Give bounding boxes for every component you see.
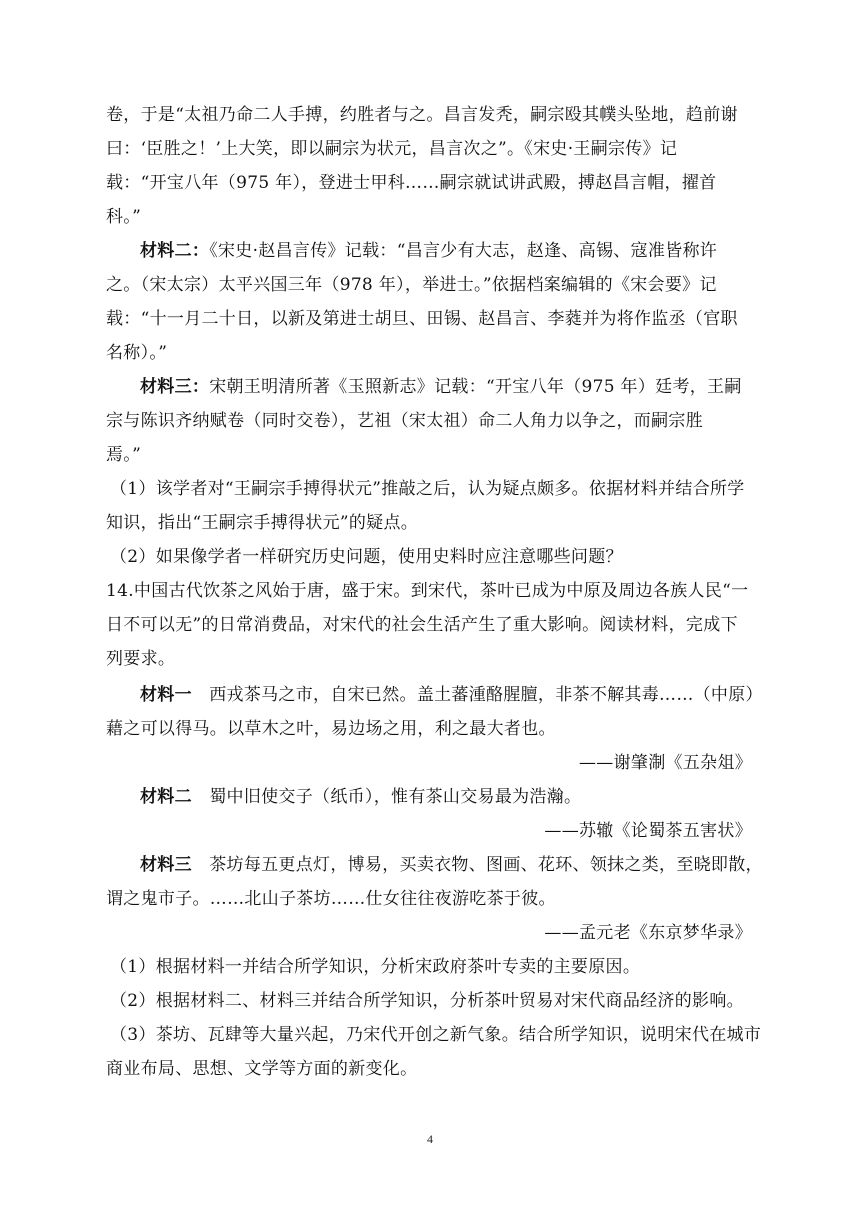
text-line: 茶坊每五更点灯，博易，买卖衣物、图画、花环、领抹之类，至晓即散， [209, 855, 763, 875]
text-line: 列要求。 [106, 649, 176, 669]
text-line: 商业布局、思想、文学等方面的新变化。 [106, 1059, 418, 1079]
text-line: 蜀中旧使交子（纸币），惟有茶山交易最为浩瀚。 [209, 787, 582, 807]
text-line: 西戎茶马之市，自宋已然。盖土蕃湩酪腥膻，非茶不解其毒……（中原） [209, 685, 763, 705]
text-line: 焉。” [106, 445, 142, 465]
text-line: 曰：‘臣胜之！’上大笑，即以嗣宗为状元，昌言次之”。《宋史·王嗣宗传》记 [106, 139, 678, 159]
page-number: 4 [427, 1132, 433, 1146]
material-1-paragraph [140, 684, 763, 706]
text-line: 宋朝王明清所著《玉照新志》记载：“开宝八年（975 年）廷考，王嗣 [209, 377, 742, 397]
source-citation: ——谢肇淛《五杂俎》 [579, 753, 752, 773]
text-line: 科。” [106, 207, 142, 227]
source-citation: ——苏辙《论蜀茶五害状》 [544, 821, 752, 841]
question-14-line: 14.中国古代饮茶之风始于唐，盛于宋。到宋代，茶叶已成为中原及周边各族人民“一 [106, 581, 749, 601]
text-line: 谓之鬼市子。……北山子茶坊……仕女往往夜游吃茶于彼。 [106, 889, 556, 909]
text-line: 载：“十一月二十日，以新及第进士胡旦、田锡、赵昌言、李蕤并为将作监丞（官职 [106, 309, 738, 329]
material-label: 材料二 [140, 787, 192, 807]
material-label: 材料一 [140, 685, 192, 705]
text-line: 载：“开宝八年（975 年），登进士甲科……嗣宗就试讲武殿，搏赵昌言帽，擢首 [106, 173, 717, 193]
material-2-paragraph [140, 240, 717, 262]
text-line: 名称）。” [106, 343, 168, 363]
material-label: 材料三： [140, 377, 210, 397]
text-line: 卷，于是“太祖乃命二人手搏，约胜者与之。昌言发秃，嗣宗殴其幞头坠地，趋前谢 [106, 105, 738, 125]
question-line: （1）根据材料一并结合所学知识，分析宋政府茶叶专卖的主要原因。 [110, 957, 641, 977]
question-line: （2）根据材料二、材料三并结合所学知识，分析茶叶贸易对宋代商品经济的影响。 [110, 991, 744, 1011]
text-line: 宗与陈识齐纳赋卷（同时交卷），艺祖（宋太祖）命二人角力以争之，而嗣宗胜 [106, 411, 703, 431]
text-line: 日不可以无”的日常消费品，对宋代的社会生活产生了重大影响。阅读材料，完成下 [106, 615, 738, 635]
text-line: 之。（宋太宗）太平兴国三年（978 年），举进士。”依据档案编辑的《宋会要》记 [106, 275, 717, 295]
material-3-paragraph [140, 376, 742, 398]
material-label: 材料二： [140, 241, 210, 261]
question-line: （2）如果像学者一样研究历史问题，使用史料时应注意哪些问题？ [110, 547, 623, 567]
source-citation: ——孟元老《东京梦华录》 [544, 923, 752, 943]
question-line: （1）该学者对“王嗣宗手搏得状元”推敲之后，认为疑点颇多。依据材料并结合所学 [110, 479, 745, 499]
text-line: 知识，指出“王嗣宗手搏得状元”的疑点。 [106, 513, 419, 533]
material-2b-paragraph [140, 786, 581, 808]
material-3b-paragraph [140, 854, 763, 876]
text-line: 藉之可以得马。以草木之叶，易边场之用，利之最大者也。 [106, 719, 556, 739]
question-line: （3）茶坊、瓦肆等大量兴起，乃宋代开创之新气象。结合所学知识，说明宋代在城市 [110, 1025, 762, 1045]
material-label: 材料三 [140, 855, 192, 875]
text-line: 《宋史·赵昌言传》记载：“昌言少有大志，赵逢、高锡、寇准皆称许 [209, 241, 718, 261]
